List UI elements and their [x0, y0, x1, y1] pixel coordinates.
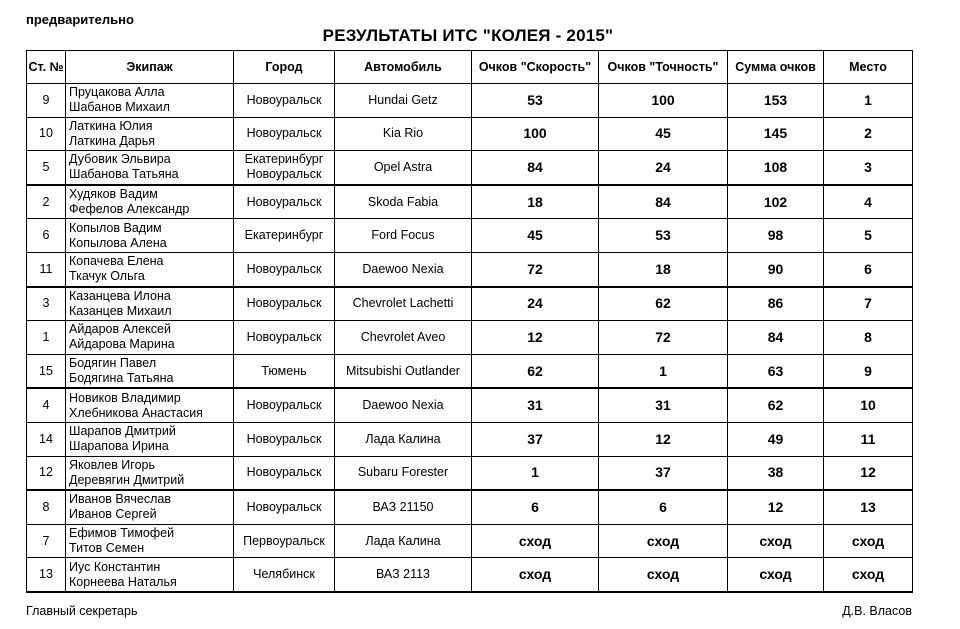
city-cell — [234, 388, 335, 422]
city-cell — [234, 84, 335, 118]
total-points-cell: 145 — [728, 117, 824, 151]
start-number-cell: 12 — [27, 456, 66, 490]
header-car: Автомобиль — [335, 51, 472, 84]
crew-member: Дубовик Эльвира — [69, 152, 171, 167]
crew-cell — [66, 84, 234, 118]
city-name: Новоуральск — [246, 431, 322, 446]
crew-cell — [66, 524, 234, 558]
car-cell: Opel Astra — [335, 151, 472, 185]
car-cell: Mitsubishi Outlander — [335, 354, 472, 388]
place-cell: 4 — [824, 185, 913, 219]
table-row — [27, 84, 913, 118]
crew-member: Шарапов Дмитрий — [69, 424, 176, 439]
table-row — [27, 287, 913, 321]
crew-cell — [66, 321, 234, 355]
city-cell — [234, 219, 335, 253]
total-points-cell: сход — [728, 524, 824, 558]
start-number-cell: 2 — [27, 185, 66, 219]
start-number-cell: 13 — [27, 558, 66, 592]
crew-cell — [66, 456, 234, 490]
total-points-cell: сход — [728, 558, 824, 592]
start-number-cell: 10 — [27, 117, 66, 151]
secretary-name: Д.В. Власов — [842, 604, 912, 618]
accuracy-points-cell: 24 — [599, 151, 728, 185]
city-name: Екатеринбург — [244, 152, 324, 167]
table-row — [27, 354, 913, 388]
car-cell: Ford Focus — [335, 219, 472, 253]
crew-cell — [66, 490, 234, 524]
total-points-cell: 49 — [728, 422, 824, 456]
results-table — [26, 50, 913, 593]
car-cell: Daewoo Nexia — [335, 252, 472, 286]
city-name: Новоуральск — [246, 92, 322, 107]
table-row — [27, 422, 913, 456]
crew-member: Новиков Владимир — [69, 390, 181, 405]
place-cell: сход — [824, 558, 913, 592]
city-name: Новоуральск — [246, 261, 322, 276]
city-cell — [234, 151, 335, 185]
crew-cell — [66, 287, 234, 321]
start-number-cell: 1 — [27, 321, 66, 355]
accuracy-points-cell: 1 — [599, 354, 728, 388]
city-name: Тюмень — [261, 363, 307, 378]
speed-points-cell: 100 — [472, 117, 599, 151]
place-cell: 10 — [824, 388, 913, 422]
document-status: предварительно — [26, 12, 134, 27]
total-points-cell: 62 — [728, 388, 824, 422]
car-cell: Лада Калина — [335, 422, 472, 456]
table-row — [27, 219, 913, 253]
city-name: Новоуральск — [246, 296, 322, 311]
total-points-cell: 84 — [728, 321, 824, 355]
crew-cell — [66, 219, 234, 253]
crew-member: Иус Константин — [69, 559, 161, 574]
city-name: Челябинск — [253, 567, 315, 582]
crew-cell — [66, 558, 234, 592]
city-cell — [234, 252, 335, 286]
crew-member: Пруцакова Алла — [69, 85, 165, 100]
city-cell — [234, 524, 335, 558]
crew-member: Латкина Юлия — [69, 118, 153, 133]
place-cell: 9 — [824, 354, 913, 388]
place-cell: 5 — [824, 219, 913, 253]
crew-cell — [66, 422, 234, 456]
city-name: Новоуральск — [246, 398, 322, 413]
crew-member: Казанцева Илона — [69, 288, 171, 303]
place-cell: 8 — [824, 321, 913, 355]
car-cell: Daewoo Nexia — [335, 388, 472, 422]
accuracy-points-cell: 31 — [599, 388, 728, 422]
start-number-cell: 3 — [27, 287, 66, 321]
city-cell — [234, 117, 335, 151]
total-points-cell: 12 — [728, 490, 824, 524]
total-points-cell: 102 — [728, 185, 824, 219]
place-cell: 11 — [824, 422, 913, 456]
start-number-cell: 7 — [27, 524, 66, 558]
city-cell — [234, 558, 335, 592]
results-body — [27, 84, 913, 592]
speed-points-cell: сход — [472, 558, 599, 592]
crew-cell — [66, 117, 234, 151]
header-city: Город — [234, 51, 335, 84]
table-row — [27, 388, 913, 422]
speed-points-cell: сход — [472, 524, 599, 558]
start-number-cell: 9 — [27, 84, 66, 118]
start-number-cell: 15 — [27, 354, 66, 388]
crew-cell — [66, 151, 234, 185]
total-points-cell: 38 — [728, 456, 824, 490]
crew-member: Иванов Сергей — [69, 507, 157, 522]
city-cell — [234, 287, 335, 321]
speed-points-cell: 45 — [472, 219, 599, 253]
place-cell: сход — [824, 524, 913, 558]
crew-member: Копачева Елена — [69, 254, 164, 269]
speed-points-cell: 31 — [472, 388, 599, 422]
accuracy-points-cell: 6 — [599, 490, 728, 524]
city-cell — [234, 185, 335, 219]
accuracy-points-cell: 72 — [599, 321, 728, 355]
city-name: Новоуральск — [246, 194, 322, 209]
crew-member: Копылова Алена — [69, 235, 167, 250]
table-row — [27, 490, 913, 524]
accuracy-points-cell: 84 — [599, 185, 728, 219]
crew-cell — [66, 252, 234, 286]
place-cell: 6 — [824, 252, 913, 286]
city-name: Екатеринбург — [244, 228, 324, 243]
crew-member: Ефимов Тимофей — [69, 526, 175, 541]
table-row — [27, 151, 913, 185]
car-cell: ВАЗ 2113 — [335, 558, 472, 592]
crew-member: Фефелов Александр — [69, 202, 190, 217]
crew-member: Ткачук Ольга — [69, 269, 145, 284]
accuracy-points-cell: 53 — [599, 219, 728, 253]
city-name: Новоуральск — [246, 465, 322, 480]
crew-member: Хлебникова Анастасия — [69, 405, 203, 420]
crew-member: Казанцев Михаил — [69, 303, 172, 318]
table-row — [27, 321, 913, 355]
crew-member: Айдарова Марина — [69, 337, 175, 352]
accuracy-points-cell: 100 — [599, 84, 728, 118]
total-points-cell: 108 — [728, 151, 824, 185]
crew-member: Яковлев Игорь — [69, 457, 155, 472]
table-row — [27, 524, 913, 558]
start-number-cell: 5 — [27, 151, 66, 185]
city-cell — [234, 354, 335, 388]
crew-member: Деревягин Дмитрий — [69, 472, 185, 487]
crew-member: Корнеева Наталья — [69, 574, 177, 589]
place-cell: 3 — [824, 151, 913, 185]
city-name: Новоуральск — [246, 499, 322, 514]
start-number-cell: 11 — [27, 252, 66, 286]
car-cell: Subaru Forester — [335, 456, 472, 490]
speed-points-cell: 24 — [472, 287, 599, 321]
place-cell: 12 — [824, 456, 913, 490]
page-title: РЕЗУЛЬТАТЫ ИТС "КОЛЕЯ - 2015" — [322, 26, 614, 45]
header-crew: Экипаж — [66, 51, 234, 84]
total-points-cell: 86 — [728, 287, 824, 321]
speed-points-cell: 72 — [472, 252, 599, 286]
table-row — [27, 252, 913, 286]
car-cell: Kia Rio — [335, 117, 472, 151]
start-number-cell: 4 — [27, 388, 66, 422]
header-accuracy: Очков "Точность" — [599, 51, 728, 84]
crew-member: Шабанов Михаил — [69, 100, 170, 115]
crew-member: Шабанова Татьяна — [69, 167, 179, 182]
city-name: Первоуральск — [243, 533, 325, 548]
speed-points-cell: 6 — [472, 490, 599, 524]
total-points-cell: 98 — [728, 219, 824, 253]
accuracy-points-cell: 45 — [599, 117, 728, 151]
speed-points-cell: 1 — [472, 456, 599, 490]
car-cell: Лада Калина — [335, 524, 472, 558]
city-cell — [234, 321, 335, 355]
place-cell: 7 — [824, 287, 913, 321]
crew-cell — [66, 354, 234, 388]
place-cell: 1 — [824, 84, 913, 118]
crew-member: Худяков Вадим — [69, 187, 158, 202]
accuracy-points-cell: 62 — [599, 287, 728, 321]
header-num: Ст. № — [27, 51, 66, 84]
crew-member: Айдаров Алексей — [69, 322, 171, 337]
crew-member: Шарапова Ирина — [69, 439, 169, 454]
speed-points-cell: 84 — [472, 151, 599, 185]
total-points-cell: 90 — [728, 252, 824, 286]
accuracy-points-cell: сход — [599, 524, 728, 558]
accuracy-points-cell: 18 — [599, 252, 728, 286]
city-cell — [234, 490, 335, 524]
city-name: Новоуральск — [246, 329, 322, 344]
start-number-cell: 8 — [27, 490, 66, 524]
crew-cell — [66, 388, 234, 422]
header-speed: Очков "Скорость" — [472, 51, 599, 84]
table-row — [27, 456, 913, 490]
header-place: Место — [824, 51, 913, 84]
crew-member: Бодягин Павел — [69, 356, 157, 371]
table-row — [27, 558, 913, 592]
city-name: Новоуральск — [246, 167, 322, 182]
table-row — [27, 185, 913, 219]
accuracy-points-cell: 12 — [599, 422, 728, 456]
speed-points-cell: 18 — [472, 185, 599, 219]
crew-member: Бодягина Татьяна — [69, 371, 174, 386]
secretary-role: Главный секретарь — [26, 604, 138, 618]
crew-member: Латкина Дарья — [69, 133, 156, 148]
accuracy-points-cell: сход — [599, 558, 728, 592]
city-name: Новоуральск — [246, 126, 322, 141]
car-cell: Chevrolet Lachetti — [335, 287, 472, 321]
total-points-cell: 63 — [728, 354, 824, 388]
crew-cell — [66, 185, 234, 219]
speed-points-cell: 12 — [472, 321, 599, 355]
car-cell: Hundai Getz — [335, 84, 472, 118]
table-row — [27, 117, 913, 151]
car-cell: Chevrolet Aveo — [335, 321, 472, 355]
header-total: Сумма очков — [728, 51, 824, 84]
accuracy-points-cell: 37 — [599, 456, 728, 490]
car-cell: ВАЗ 21150 — [335, 490, 472, 524]
city-cell — [234, 456, 335, 490]
crew-member: Титов Семен — [69, 541, 145, 556]
start-number-cell: 14 — [27, 422, 66, 456]
crew-member: Иванов Вячеслав — [69, 492, 171, 507]
place-cell: 13 — [824, 490, 913, 524]
crew-member: Копылов Вадим — [69, 220, 162, 235]
speed-points-cell: 37 — [472, 422, 599, 456]
start-number-cell: 6 — [27, 219, 66, 253]
speed-points-cell: 62 — [472, 354, 599, 388]
city-cell — [234, 422, 335, 456]
total-points-cell: 153 — [728, 84, 824, 118]
car-cell: Skoda Fabia — [335, 185, 472, 219]
table-header-row — [27, 51, 913, 84]
speed-points-cell: 53 — [472, 84, 599, 118]
place-cell: 2 — [824, 117, 913, 151]
